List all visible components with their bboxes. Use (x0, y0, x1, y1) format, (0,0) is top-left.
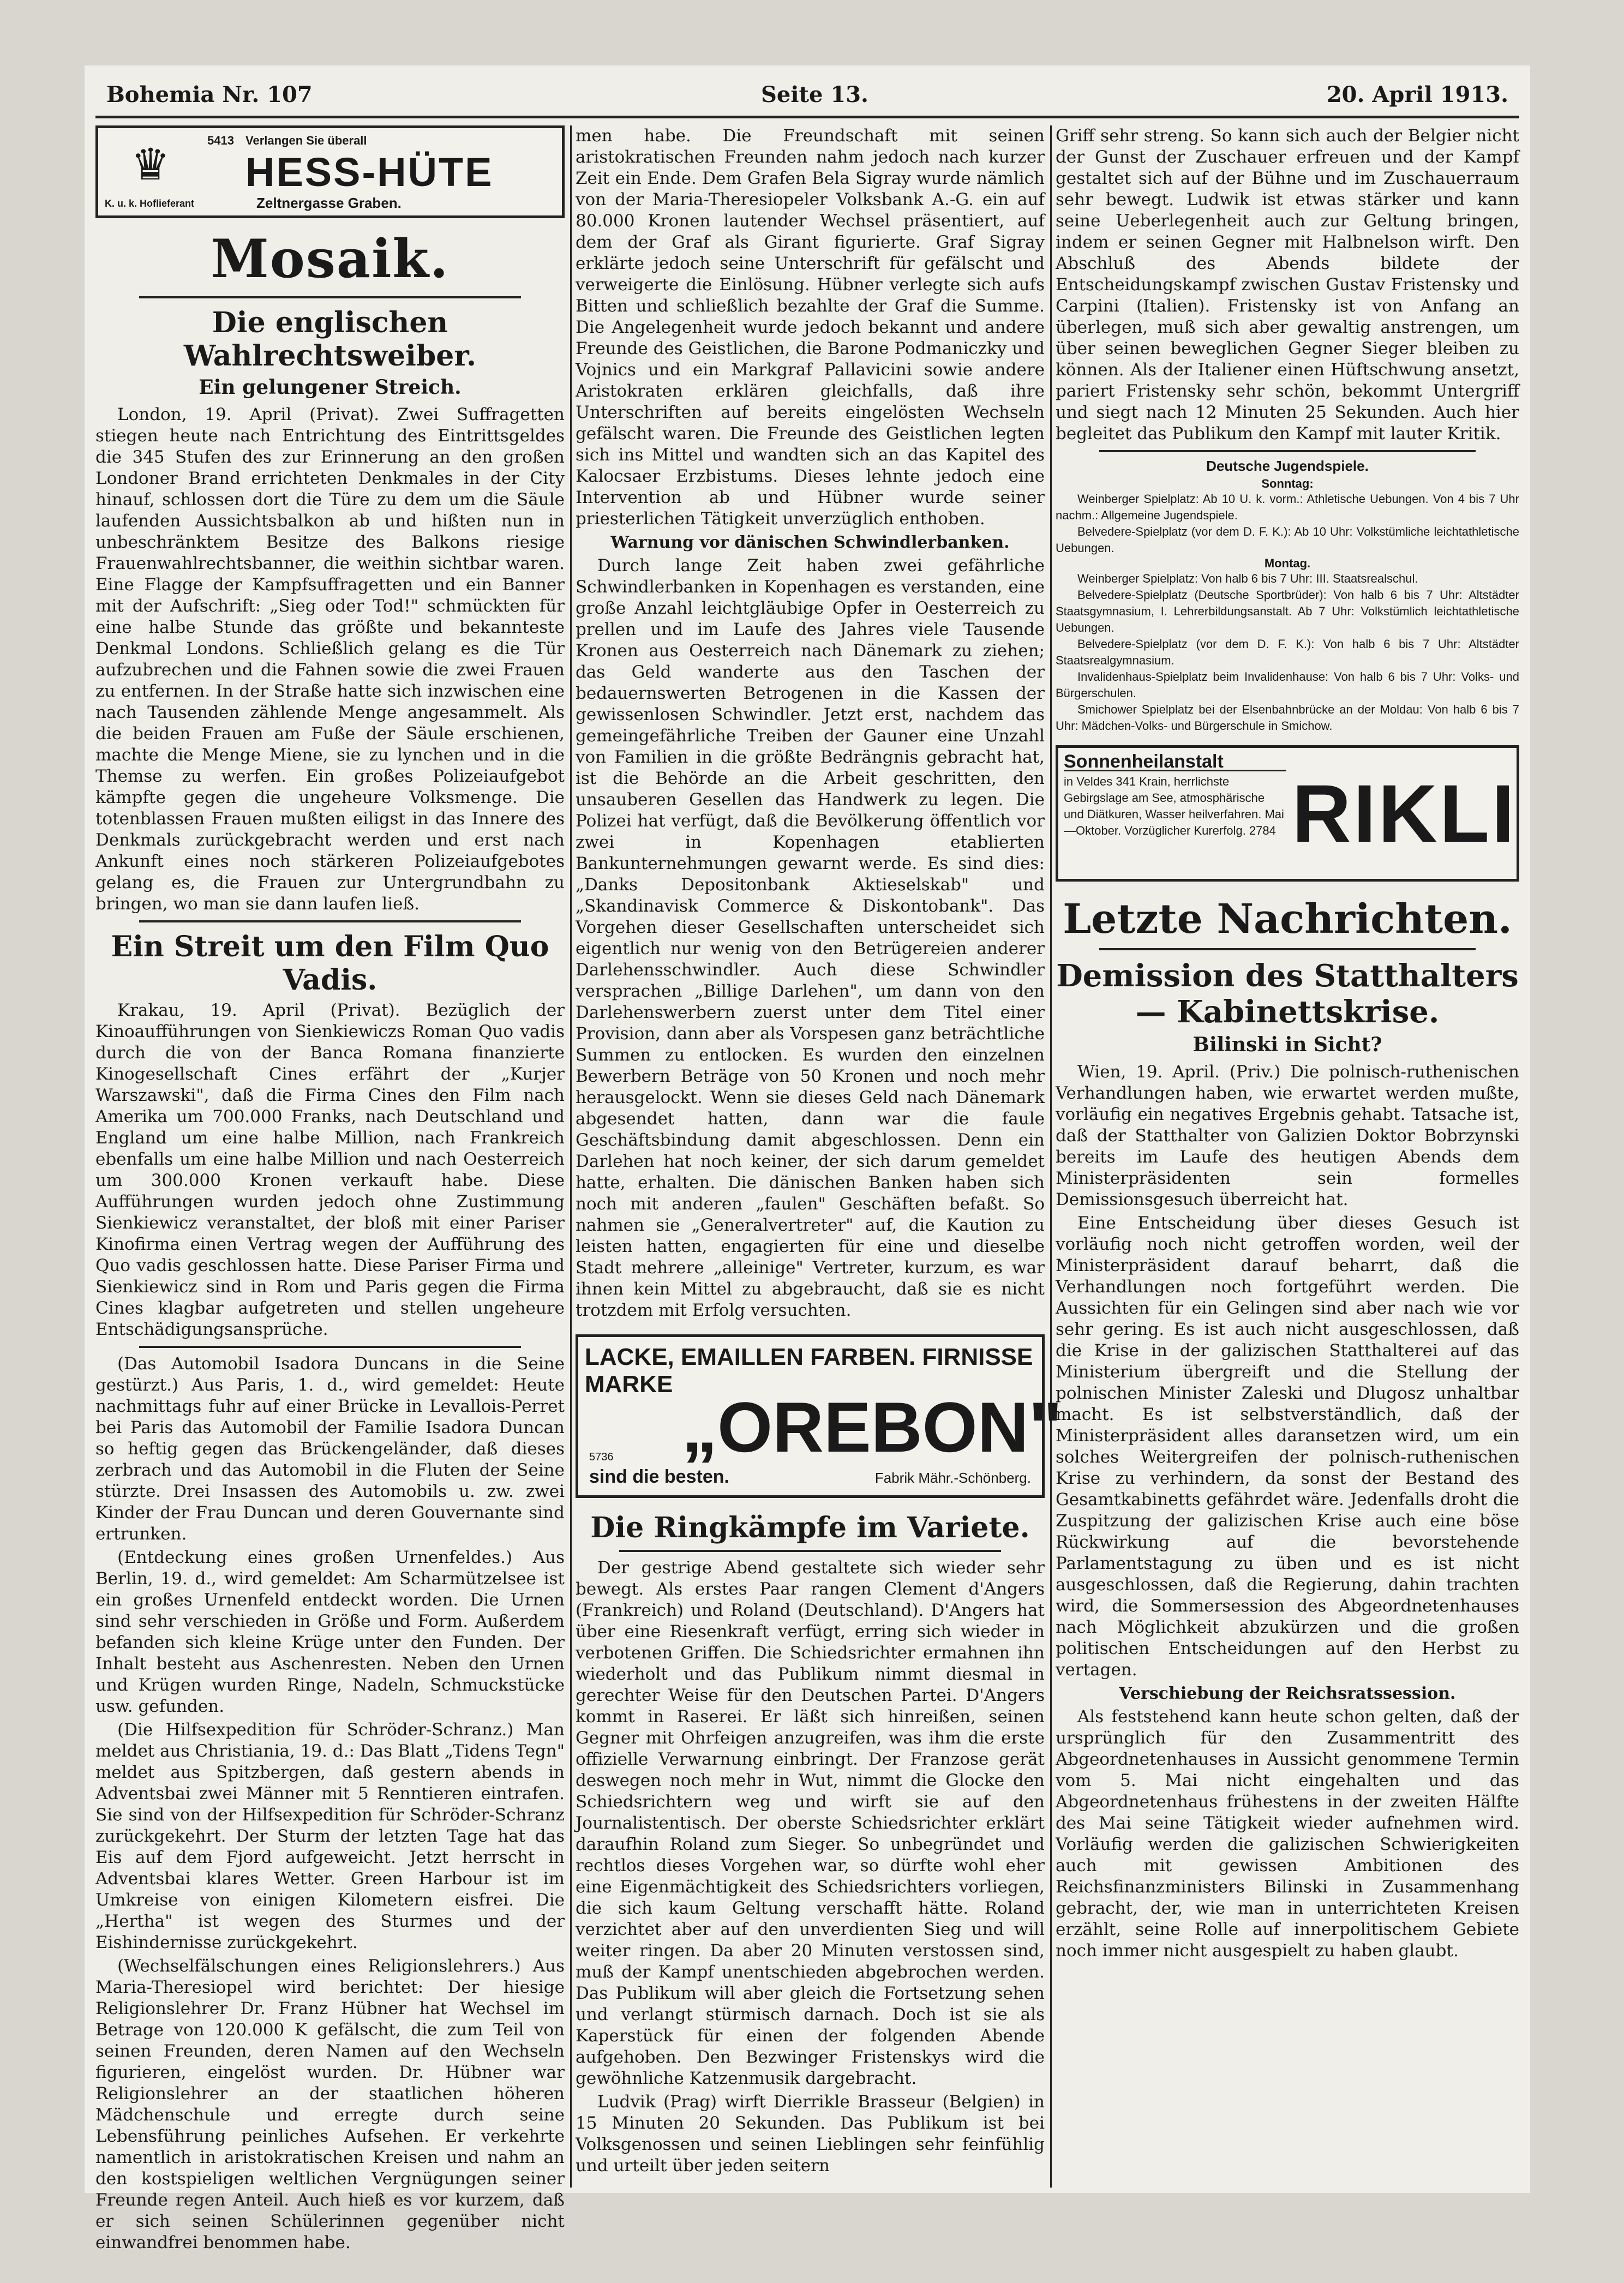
article-text: Wien, 19. April. (Priv.) Die polnisch-ruthenischen Verhandlungen haben, wie erwartet werden mußte, vorläufig ein negatives Ergebnis gehabt. Tatsache ist, daß der Statthalter von Galizien Doktor Bobrzynski bereits im Laufe des heutigen Abends dem Ministerpräsidenten sein formelles Demissionsgesuch überreicht hat. (1056, 1062, 1519, 1209)
ad-rikli (1056, 745, 1519, 882)
ad-rikli-brand: RIKLI (1292, 767, 1517, 859)
program-day: Montag. (1264, 556, 1311, 570)
header-date: 20. April 1913. (1326, 82, 1508, 107)
article-text: (Die Hilfsexpedition für Schröder-Schranz.) Man meldet aus Christiania, 19. d.: Das Blatt „Tidens Tegn" meldet aus Spitzbergen, daß gestern abends in Adventsbai zwei Männer mit 5 Renntieren eintrafen. Sie sind von der Hilfsexpedition für Schröder-Schranz zurückgekehrt. Der Sturm der letzten Tage hat das Eis auf dem Fjord aufgeweicht. Jetzt herrscht in Adventsbai klares Wetter. Green Harbour ist im Umkreise von einigen Kilometern eisfrei. Die „Hertha" ist wegen des Sturmes und der Eishindernisse zurückgekehrt. (95, 1720, 565, 1952)
ad-orebon-brand: „OREBON" (682, 1387, 1063, 1467)
program-entry: Belvedere-Spielplatz (vor dem D. F. K.): Von halb 6 bis 7 Uhr: Altstädter Staatsrealgymnasium. (1056, 637, 1519, 667)
ad-rikli-head: Sonnenheilanstalt (1064, 753, 1286, 771)
article-title: Demission des Statthalters — Kabinettskrise. (1056, 958, 1519, 1030)
column-3 (1056, 125, 1519, 2188)
ad-rikli-text (1058, 748, 1292, 879)
ad-hess-num: 5413 (207, 134, 234, 147)
article-text: (Entdeckung eines großen Urnenfeldes.) Aus Berlin, 19. d., wird gemeldet: Am Scharmützelsee ist ein großes Urnenfeld entdeckt worden. Die Urnen sind sehr verschieden in Größe und Form. Außerdem befanden sich kleine Krüge unter den Funden. Der Inhalt besteht aus Aschenresten. Neben den Urnen und Krügen wurden Ringe, Nadeln, Schmuckstücke usw. gefunden. (95, 1548, 565, 1716)
divider (139, 296, 521, 298)
article-subtitle: Bilinski in Sicht? (1192, 1033, 1382, 1056)
program-entry: Smichower Spielplatz bei der Elsenbahnbrücke an der Moldau: Von halb 6 bis 7 Uhr: Mädchen-Volks- und Bürgerschule in Smichow. (1056, 703, 1519, 733)
newspaper-page (85, 65, 1530, 2252)
ad-orebon-line4: Fabrik Mähr.-Schönberg. (874, 1470, 1031, 1486)
article-text: (Das Automobil Isadora Duncans in die Seine gestürzt.) Aus Paris, 1. d., wird gemeldet: Heute nachmittags fuhr auf einer Brücke in Levallois-Perret bei Paris das Automobil der Familie Isadora Duncan so heftig gegen das Brückengeländer, daß dieses zerbrach und das Automobil in die Fluten der Seine stürzte. Drei Insassen des Automobils u. zw. zwei Kinder der Frau Duncan und deren Gouvernante sind ertrunken. (95, 1354, 565, 1544)
article-text: Der gestrige Abend gestaltete sich wieder sehr bewegt. Als erstes Paar rangen Clement d'Angers (Frankreich) und Roland (Deutschland). D'Angers hat über eine Riesenkraft verfügt, erring sich wieder in verbotenen Griffen. Die Schiedsrichter ermahnen ihn wiederholt und das Publikum nimmt diesmal in gerechter Weise für den Deutschen Partei. D'Angers kommt in Raserei. Er läßt sich hinreißen, seinen Gegner mit Ohrfeigen anzugreifen, was ihm die erste offizielle Verwarnung einbringt. Der Franzose gerät deswegen noch mehr in Wut, nimmt die Glocke den Schiedsrichtern weg und wirft sie auf den Journalistentisch. Der oberste Schiedsrichter erklärt daraufhin Roland zum Sieger. So unbegründet und rechtlos dieses Vorgehen war, so dürfte wohl eher eine Eigenmächtigkeit des Schiedsrichters vorliegen, die sich kaum Geltung verschafft hätte. Roland verzichtet aber auf den unverdienten Sieg und will weiter ringen. Da aber 20 Minuten verstossen sind, muß der Kampf unentschieden abgebrochen werden. Das Publikum will aber gleich die Fortsetzung sehen und verlangt stürmisch darnach. Doch ist sie als Kaperstück für einen der folgenden Abende aufgehoben. Den Bezwinger Fristenskys wird die gewöhnliche Katzenmusik dargebracht. (576, 1558, 1045, 2088)
program-entry: Weinberger Spielplatz: Von halb 6 bis 7 Uhr: III. Staatsrealschul. (1077, 572, 1418, 585)
page-header (85, 82, 1530, 115)
article-text: London, 19. April (Privat). Zwei Suffragetten stiegen heute nach Entrichtung des Eintrittsgeldes die 345 Stufen des zur Erinnerung an den großen Londoner Brand errichteten Denkmales in der City hinauf, schlossen dort die Türe zu dem um die Säule laufenden Aussichtsbalkon ab und hißten nun in unbeschränktem Besitze des Balkons riesige Frauenwahlrechtsbanner, die weithin sichtbar waren. Eine Flagge der Kampfsuffragetten und ein Banner mit der Aufschrift: „Sieg oder Tod!" schmückten für eine halbe Stunde das größte und bekannteste Denkmal Londons. Schließlich gelang es die Tür aufzubrechen und die Fahnen sowie die zwei Frauen zu entfernen. In der Straße hatte sich inzwischen eine nach Tausenden zählende Menge angesammelt. Als die beiden Frauen am Fuße der Säule erschienen, machte die Menge Miene, sie zu lynchen und in die Themse zu werfen. Ein großes Polizeiaufgebot kämpfte gegen die ungeheure Volksmenge. Die totenblassen Frauen mußten eiligst in das Innere des Denkmals zurückgebracht werden und erst nach Ankunft eines noch stärkeren Polizeiaufgebotes gelang es, die Frauen zur Untergrundbahn zu bringen, wo man sie dann laufen ließ. (95, 405, 565, 914)
ad-orebon-num: 5736 (589, 1451, 614, 1463)
ad-orebon-line1: LACKE, EMAILLEN FARBEN. FIRNISSE (585, 1344, 1033, 1370)
program-entry: Invalidenhaus-Spielplatz beim Invalidenhause: Von halb 6 bis 7 Uhr: Volks- und Bürgerschulen. (1056, 670, 1519, 700)
section-title-letzte-nachrichten: Letzte Nachrichten. (1063, 896, 1512, 943)
ad-orebon-line3: sind die besten. (589, 1466, 729, 1487)
column-2 (576, 125, 1063, 2188)
article-title: Die englischen Wahlrechtsweiber. (183, 306, 477, 373)
article-subtitle: Ein gelungener Streich. (199, 376, 462, 399)
divider (139, 920, 521, 922)
crown-icon: ♛ (131, 139, 170, 190)
section-title-mosaik: Mosaik. (211, 228, 450, 290)
divider (139, 1346, 521, 1348)
ad-hess-top: Verlangen Sie überall (245, 134, 367, 147)
ad-hess-street: Zeltnergasse Graben. (256, 195, 401, 211)
article-subtitle: Warnung vor dänischen Schwindlerbanken. (610, 533, 1010, 552)
header-page-number: Seite 13. (761, 82, 868, 107)
program-entry: Belvedere-Spielplatz (Deutsche Sportbrüder): Von halb 6 bis 7 Uhr: Altstädter Staatsgymnasium, I. Lehrerbildungsanstalt. Ab 7 Uhr: Volkstümlich leichtathletische Uebungen. (1056, 588, 1519, 634)
ad-orebon (576, 1334, 1063, 1498)
article-title: Ein Streit um den Film Quo Vadis. (111, 930, 549, 997)
column-rule-1 (570, 125, 572, 2188)
ad-hess-brand: HESS-HÜTE (245, 149, 494, 195)
ad-hess-supplier: K. u. k. Hoflieferant (105, 198, 195, 209)
divider (1099, 948, 1476, 950)
header-rule (95, 116, 1519, 118)
article-text: (Wechselfälschungen eines Religionslehrers.) Aus Maria-Theresiopel wird berichtet: Der hiesige Religionslehrer Dr. Franz Hübner hat Wechsel im Betrage von 120.000 K gefälscht, die zum Teil von seinen Freunden, deren Namen auf den Wechseln figurieren, eingelöst wurden. Dr. Hübner war Religionslehrer an der staatlichen höheren Mädchenschule und erregte durch seine Lebensführung peinliches Aufsehen. Er verkehrte namentlich in aristokratischen Kreisen und nahm an den kostspieligen weltlichen Vergnügungen seiner Freunde regen Anteil. Auch hieß es vor kurzem, daß er sich seinen Schülerinnen gegenüber nicht einwandfrei benommen habe. (95, 1956, 565, 2252)
article-subtitle: Verschiebung der Reichsratssession. (1119, 1684, 1456, 1703)
header-issue: Bohemia Nr. 107 (106, 82, 313, 107)
article-text: Als feststehend kann heute schon gelten, daß der ursprünglich für den Zusammentritt des Abgeordnetenhauses in Aussicht genommene Termin vom 5. Mai nicht eingehalten und das Abgeordnetenhaus frühestens in der zweiten Hälfte des Mai seine Tätigkeit wieder aufnehmen wird. Vorläufig werden die galizischen Schwierigkeiten auch mit gewissen Ambitionen des Reichsfinanzministers Bilinski in Zusammenhang gebracht, der, wie man in unterrichteten Kreisen erzählt, seine Rolle auf innerpolitischem Gebiete noch immer nicht ausgespielt zu haben glaubt. (1056, 1707, 1519, 1961)
divider (619, 1550, 1001, 1552)
article-text: Griff sehr streng. So kann sich auch der Belgier nicht der Gunst der Zuschauer erfreuen und der Kampf gestaltet sich auf der Bühne und im Zuschauerraum sehr bewegt. Ludwik ist etwas stärker und kann seine Ueberlegenheit auch zur Geltung bringen, indem er seinen Gegner mit Halbnelson wirft. Den Abschluß des Abends bildete der Entscheidungskampf zwischen Gustav Fristensky und Carpini (Italien). Fristensky ist von Anfang an überlegen, muß sich aber gewaltig anstrengen, um über seinen beweglichen Gegner Sieger bleiben zu können. Als der Italiener einen Hüftschwung ansetzt, pariert Fristensky sehr schön, bekommt Untergriff und siegt nach 12 Minuten 25 Sekunden. Auch hier begleitet das Publikum den Kampf mit lauter Kritik. (1056, 126, 1519, 444)
divider (1099, 450, 1476, 452)
program-entry: Weinberger Spielplatz: Ab 10 U. k. vorm.: Athletische Uebungen. Von 4 bis 7 Uhr nachm.: Allgemeine Jugendspiele. (1056, 492, 1519, 522)
article-text: Durch lange Zeit haben zwei gefährliche Schwindlerbanken in Kopenhagen es verstanden, eine große Anzahl leichtgläubige Opfer in Oesterreich zu prellen und im Laufe des Jahres viele Tausende Kronen aus Oesterreich nach Dänemark zu ziehen; das Geld wanderte aus den Taschen der bedauernswerten Betrogenen in die Kassen der gewissenlosen Schwindler. Jetzt erst, nachdem das gemeingefährliche Treiben der Gauner eine Unzahl von Familien in die größte Bedrängnis gebracht hat, ist die Behörde an die Arbeit geschritten, den unsauberen Gesellen das Handwerk zu legen. Die Polizei hat verfügt, daß die Bevölkerung öffentlich vor zwei in Kopenhagen etablierten Bankunternehmungen gewarnt werde. Es sind dies: „Danks Depositonbank Aktieselskab" und „Skandinavisk Commerce & Diskontobank". Das Vorgehen dieser Gesellschaften unterscheidet sich eigentlich nur wenig von den Betrügereien anderer Darlehensschwindler. Auch diese Schwindler versprachen „Billige Darlehen", um dann von den Darlehenswerbern zuerst unter dem Titel einer Provision, dann aber als Vorspesen ganz beträchtliche Summen zu entlocken. Es wurden den einzelnen Bewerbern Beträge von 50 Kronen und noch mehr herausgelockt. Wenn sie dieses Geld nach Dänemark abgesendet hatten, dann war die faule Geschäftsbindung damit abgeschlossen. Denn ein Darlehen hat noch keiner, der sich darum gemeldet hatte, erhalten. Die dänischen Banken haben sich noch mit anderen „faulen" Geschäften befaßt. So nahmen sie „Generalvertreter" auf, die Kaution zu leisten hatten, engagierten für eine und dieselbe Stadt mehrere „alleinige" Vertreter, kurzum, es war ihnen kein Mittel zu abgebraucht, daß sie es nicht trotzdem mit Erfolg versuchten. (576, 556, 1045, 1320)
article-text: Ludvik (Prag) wirft Dierrikle Brasseur (Belgien) in 15 Minuten 20 Sekunden. Das Publikum ist bei Volksgenossen und seinen Lieblingen sehr feinfühlig und urteilt über jeden seitern (576, 2092, 1045, 2176)
program-day: Sonntag: (1261, 477, 1314, 490)
article-text: Krakau, 19. April (Privat). Bezüglich der Kinoaufführungen von Sienkiewiczs Roman Quo vadis durch die von der Banca Romana finanzierte Kinogesellschaft Cines erfährt der „Kurjer Warszawski", daß die Firma Cines den Film nach Amerika um 700.000 Franks, nach Deutschland und England um eine halbe Million, nach Frankreich ebenfalls um eine halbe Million und nach Oesterreich um 300.000 Kronen verkauft habe. Diese Aufführungen wurden jedoch ohne Zustimmung Sienkiewicz veranstaltet, der bloß mit einer Pariser Kinofirma einen Vertrag wegen der Aufführung des Quo vadis geschlossen hatte. Diese Pariser Firma und Sienkiewicz sind in Rom und Paris gegen die Firma Cines klagbar aufgetreten und stellen ungeheure Entschädigungsansprüche. (95, 1000, 565, 1339)
column-1 (95, 125, 565, 2252)
ad-hess-huete (95, 125, 565, 218)
ad-orebon-line2: MARKE (585, 1371, 673, 1398)
program-title: Deutsche Jugendspiele. (1206, 458, 1369, 474)
ad-rikli-body: in Veldes 341 Krain, herrlichste Gebirgslage am See, atmosphärische und Diätkuren, Wasser heilverfahren. Mai—Oktober. Vorzüglicher Kurerfolg. 2784 (1064, 775, 1284, 837)
article-text: Eine Entscheidung über dieses Gesuch ist vorläufig noch nicht getroffen worden, weil der Ministerpräsident darauf beharrt, daß die Verhandlungen noch fortgeführt werden. Die Aussichten für ein Gelingen sind aber nach wie vor sehr gering. Es ist auch nicht ausgeschlossen, daß die Krise in der galizischen Statthalterei auf das Ministerium übergreift und die Stellung der polnischen Minister Zaleski und Dlugosz unhaltbar macht. Es ist selbstverständlich, daß der Ministerpräsident alles daransetzen wird, um ein solches Weitergreifen der polnisch-ruthenischen Krise zu verhindern, da sonst der Bestand des Gesamtkabinetts gefährdet wäre. Jedenfalls droht die Zuspitzung der galizischen Krise auch eine böse Rückwirkung auf die bevorstehende Parlamentstagung zu üben und es ist nicht ausgeschlossen, daß die Regierung, dahin trachten wird, die Sommersession des Abgeordnetenhauses nach Möglichkeit abzukürzen und die großen politischen Entscheidungen auf den Herbst zu vertagen. (1056, 1213, 1519, 1680)
article-text: men habe. Die Freundschaft mit seinen aristokratischen Freunden nahm jedoch nach kurzer Zeit ein Ende. Dem Grafen Bela Sigray wurde nämlich von der Maria-Theresiopeler Volksbank A.-G. ein auf 80.000 Kronen lautender Wechsel präsentiert, auf dem der Graf als Girant figurierte. Graf Sigray erklärte jedoch seine Unterschrift für gefälscht und verweigerte die Einlösung. Hübner verlegte sich aufs Bitten und schließlich bezahlte der Graf die Summe. Die Angelegenheit wurde jedoch bekannt und andere Freunde des Geistlichen, die Barone Podmaniczky und Vojnics und ein Markgraf Pallavicini sowie andere Aristokraten erklären gleichfalls, daß ihre Unterschriften auf bereits eingelösten Wechseln gefälscht waren. Die Freunde des Geistlichen legten sich ins Mittel und wandten sich an das Kapitel des Kalocsaer Erzbistums. Dieses lehnte jedoch eine Intervention ab und Hübner wurde seiner priesterlichen Tätigkeit unverzüglich enthoben. (576, 126, 1045, 529)
article-title: Die Ringkämpfe im Variete. (590, 1511, 1030, 1544)
column-rule-2 (1050, 125, 1052, 2188)
program-entry: Belvedere-Spielplatz (vor dem D. F. K.): Ab 10 Uhr: Volkstümliche leichtathletische Uebungen. (1056, 525, 1519, 555)
